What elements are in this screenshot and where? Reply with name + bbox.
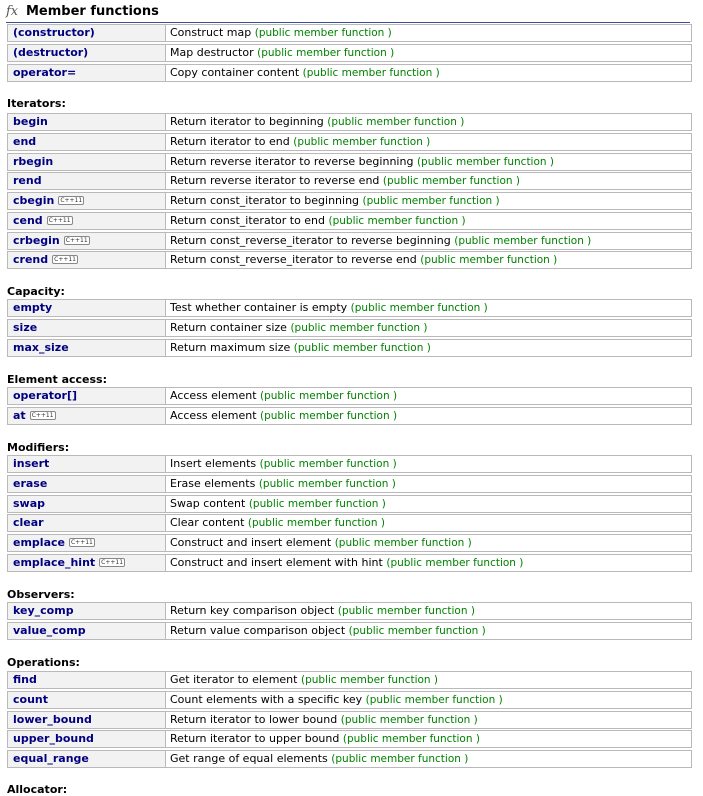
table-row (7, 534, 692, 552)
description-text: Return reverse iterator to reverse beginning (170, 155, 414, 168)
cpp11-badge: C++11 (65, 237, 88, 244)
description-text: Clear content (170, 516, 245, 529)
member-type-tag: (public member function ) (337, 605, 475, 617)
section-heading: Element access: (7, 373, 108, 386)
table-row (7, 153, 692, 171)
member-type-tag: (public member function ) (257, 47, 395, 59)
member-name-cell (8, 340, 166, 356)
table-row (7, 711, 692, 729)
cpp11-badge: C++11 (70, 539, 93, 546)
member-name-cell (8, 456, 166, 472)
table-row (7, 192, 692, 210)
description-text: Return const_reverse_iterator to reverse beginning (170, 234, 451, 247)
member-description-cell (166, 233, 691, 249)
member-type-tag: (public member function ) (331, 753, 469, 765)
member-description-cell (166, 712, 691, 728)
description-text: Return const_iterator to beginning (170, 194, 360, 207)
section-heading: Iterators: (7, 97, 66, 110)
table-row (7, 602, 692, 620)
member-name-cell (8, 65, 166, 81)
member-description-cell (166, 65, 691, 81)
member-type-tag: (public member function ) (293, 342, 431, 354)
table-row (7, 407, 692, 425)
member-link[interactable]: crend (13, 253, 49, 266)
member-description-cell (166, 496, 691, 512)
member-name-cell (8, 515, 166, 531)
table-row (7, 299, 692, 317)
cpp11-badge: C++11 (48, 217, 71, 224)
member-link[interactable]: crbegin (13, 234, 60, 247)
table-row (7, 730, 692, 748)
member-link[interactable]: swap (13, 497, 46, 510)
table-row (7, 251, 692, 269)
member-name-cell (8, 751, 166, 767)
member-type-tag: (public member function ) (386, 557, 524, 569)
description-text: Swap content (170, 497, 246, 510)
table-row (7, 24, 692, 42)
member-description-cell (166, 731, 691, 747)
member-type-tag: (public member function ) (260, 410, 398, 422)
member-type-tag: (public member function ) (300, 674, 439, 686)
description-text: Return iterator to lower bound (170, 713, 338, 726)
member-link[interactable]: find (13, 673, 37, 686)
cpp11-badge: C++11 (31, 412, 54, 419)
description-text: Return iterator to beginning (170, 115, 324, 128)
member-description-cell (166, 154, 691, 170)
member-description-cell (166, 300, 691, 316)
member-type-tag: (public member function ) (293, 136, 431, 148)
description-text: Return const_iterator to end (170, 214, 326, 227)
member-description-cell (166, 25, 691, 41)
fx-icon: fx (6, 4, 19, 19)
description-text: Return value comparison object (170, 624, 346, 637)
member-type-tag: (public member function ) (327, 116, 465, 128)
member-description-cell (166, 692, 691, 708)
member-description-cell (166, 114, 691, 130)
description-text: Return iterator to end (170, 135, 290, 148)
section-heading: Capacity: (7, 285, 65, 298)
member-description-cell (166, 456, 691, 472)
member-name-cell (8, 408, 166, 424)
member-link[interactable]: at (13, 409, 26, 422)
member-description-cell (166, 535, 691, 551)
description-text: Get range of equal elements (170, 752, 328, 765)
member-name-cell (8, 496, 166, 512)
description-text: Return iterator to upper bound (170, 732, 340, 745)
member-type-tag: (public member function ) (365, 694, 503, 706)
member-name-cell (8, 154, 166, 170)
member-name-cell (8, 173, 166, 189)
member-name-cell (8, 213, 166, 229)
table-row (7, 232, 692, 250)
member-link[interactable]: (constructor) (13, 26, 95, 39)
member-link[interactable]: value_comp (13, 624, 86, 637)
member-name-cell (8, 252, 166, 268)
member-link[interactable]: max_size (13, 341, 69, 354)
member-type-tag: (public member function ) (302, 67, 440, 79)
member-description-cell (166, 555, 691, 571)
member-link[interactable]: equal_range (13, 752, 89, 765)
member-description-cell (166, 672, 691, 688)
table-row (7, 212, 692, 230)
member-type-tag: (public member function ) (247, 517, 385, 529)
member-link[interactable]: erase (13, 477, 48, 490)
description-text: Return maximum size (170, 341, 291, 354)
table-row (7, 475, 692, 493)
member-name-cell (8, 45, 166, 61)
table-row (7, 691, 692, 709)
table-row (7, 750, 692, 768)
member-description-cell (166, 173, 691, 189)
description-text: Access element (170, 409, 257, 422)
description-text: Construct map (170, 26, 252, 39)
member-description-cell (166, 603, 691, 619)
member-type-tag: (public member function ) (342, 733, 480, 745)
member-name-cell (8, 672, 166, 688)
description-text: Return const_reverse_iterator to reverse end (170, 253, 417, 266)
member-link[interactable]: operator[] (13, 389, 78, 402)
member-type-tag: (public member function ) (362, 195, 500, 207)
member-link[interactable]: emplace (13, 536, 65, 549)
member-description-cell (166, 476, 691, 492)
member-link[interactable]: operator= (13, 66, 77, 79)
member-name-cell (8, 320, 166, 336)
description-text: Map destructor (170, 46, 254, 59)
table-row (7, 554, 692, 572)
member-name-cell (8, 233, 166, 249)
member-link[interactable]: begin (13, 115, 48, 128)
member-link[interactable]: end (13, 135, 37, 148)
table-row (7, 44, 692, 62)
member-link[interactable]: insert (13, 457, 50, 470)
table-row (7, 172, 692, 190)
member-type-tag: (public member function ) (254, 27, 392, 39)
section-heading: Operations: (7, 656, 80, 669)
member-link[interactable]: empty (13, 301, 53, 314)
member-type-tag: (public member function ) (258, 478, 396, 490)
member-description-cell (166, 134, 691, 150)
member-name-cell (8, 555, 166, 571)
member-description-cell (166, 751, 691, 767)
cpp11-badge: C++11 (101, 559, 124, 566)
member-type-tag: (public member function ) (382, 175, 520, 187)
member-link[interactable]: cend (13, 214, 43, 227)
member-name-cell (8, 114, 166, 130)
member-description-cell (166, 623, 691, 639)
member-description-cell (166, 252, 691, 268)
section-heading: Allocator: (7, 783, 68, 796)
member-type-tag: (public member function ) (328, 215, 466, 227)
member-name-cell (8, 193, 166, 209)
member-name-cell (8, 300, 166, 316)
member-type-tag: (public member function ) (259, 458, 397, 470)
section-heading: Observers: (7, 588, 75, 601)
member-description-cell (166, 213, 691, 229)
member-name-cell (8, 603, 166, 619)
table-row (7, 319, 692, 337)
member-type-tag: (public member function ) (334, 537, 472, 549)
description-text: Construct and insert element (170, 536, 332, 549)
member-name-cell (8, 388, 166, 404)
member-link[interactable]: key_comp (13, 604, 74, 617)
member-link[interactable]: upper_bound (13, 732, 94, 745)
description-text: Get iterator to element (170, 673, 298, 686)
description-text: Access element (170, 389, 257, 402)
page-title: Member functions (26, 4, 159, 19)
member-link[interactable]: size (13, 321, 38, 334)
member-link[interactable]: rend (13, 174, 42, 187)
description-text: Return key comparison object (170, 604, 335, 617)
member-type-tag: (public member function ) (248, 498, 386, 510)
table-row (7, 113, 692, 131)
table-row (7, 495, 692, 513)
member-link[interactable]: emplace_hint (13, 556, 96, 569)
description-text: Construct and insert element with hint (170, 556, 383, 569)
table-row (7, 339, 692, 357)
member-name-cell (8, 731, 166, 747)
member-description-cell (166, 320, 691, 336)
member-type-tag: (public member function ) (420, 254, 558, 266)
description-text: Test whether container is empty (170, 301, 348, 314)
member-link[interactable]: lower_bound (13, 713, 92, 726)
member-link[interactable]: clear (13, 516, 44, 529)
description-text: Return reverse iterator to reverse end (170, 174, 380, 187)
table-row (7, 671, 692, 689)
section-heading: Modifiers: (7, 441, 70, 454)
member-name-cell (8, 623, 166, 639)
member-link[interactable]: rbegin (13, 155, 54, 168)
description-text: Insert elements (170, 457, 257, 470)
member-name-cell (8, 134, 166, 150)
member-type-tag: (public member function ) (416, 156, 554, 168)
member-description-cell (166, 408, 691, 424)
member-type-tag: (public member function ) (260, 390, 398, 402)
cpp11-badge: C++11 (54, 256, 77, 263)
member-name-cell (8, 712, 166, 728)
description-text: Count elements with a specific key (170, 693, 363, 706)
member-type-tag: (public member function ) (454, 235, 592, 247)
member-description-cell (166, 515, 691, 531)
member-description-cell (166, 45, 691, 61)
member-type-tag: (public member function ) (348, 625, 486, 637)
member-type-tag: (public member function ) (350, 302, 488, 314)
table-row (7, 387, 692, 405)
table-row (7, 133, 692, 151)
member-name-cell (8, 25, 166, 41)
cpp11-badge: C++11 (60, 197, 83, 204)
table-row (7, 64, 692, 82)
table-row (7, 514, 692, 532)
description-text: Erase elements (170, 477, 256, 490)
member-name-cell (8, 476, 166, 492)
member-functions-header (6, 3, 690, 23)
member-type-tag: (public member function ) (290, 322, 428, 334)
member-link[interactable]: (destructor) (13, 46, 89, 59)
member-description-cell (166, 193, 691, 209)
table-row (7, 622, 692, 640)
member-link[interactable]: cbegin (13, 194, 55, 207)
description-text: Return container size (170, 321, 287, 334)
table-row (7, 455, 692, 473)
description-text: Copy container content (170, 66, 300, 79)
member-description-cell (166, 388, 691, 404)
member-name-cell (8, 692, 166, 708)
member-name-cell (8, 535, 166, 551)
member-type-tag: (public member function ) (340, 714, 478, 726)
member-description-cell (166, 340, 691, 356)
member-link[interactable]: count (13, 693, 48, 706)
